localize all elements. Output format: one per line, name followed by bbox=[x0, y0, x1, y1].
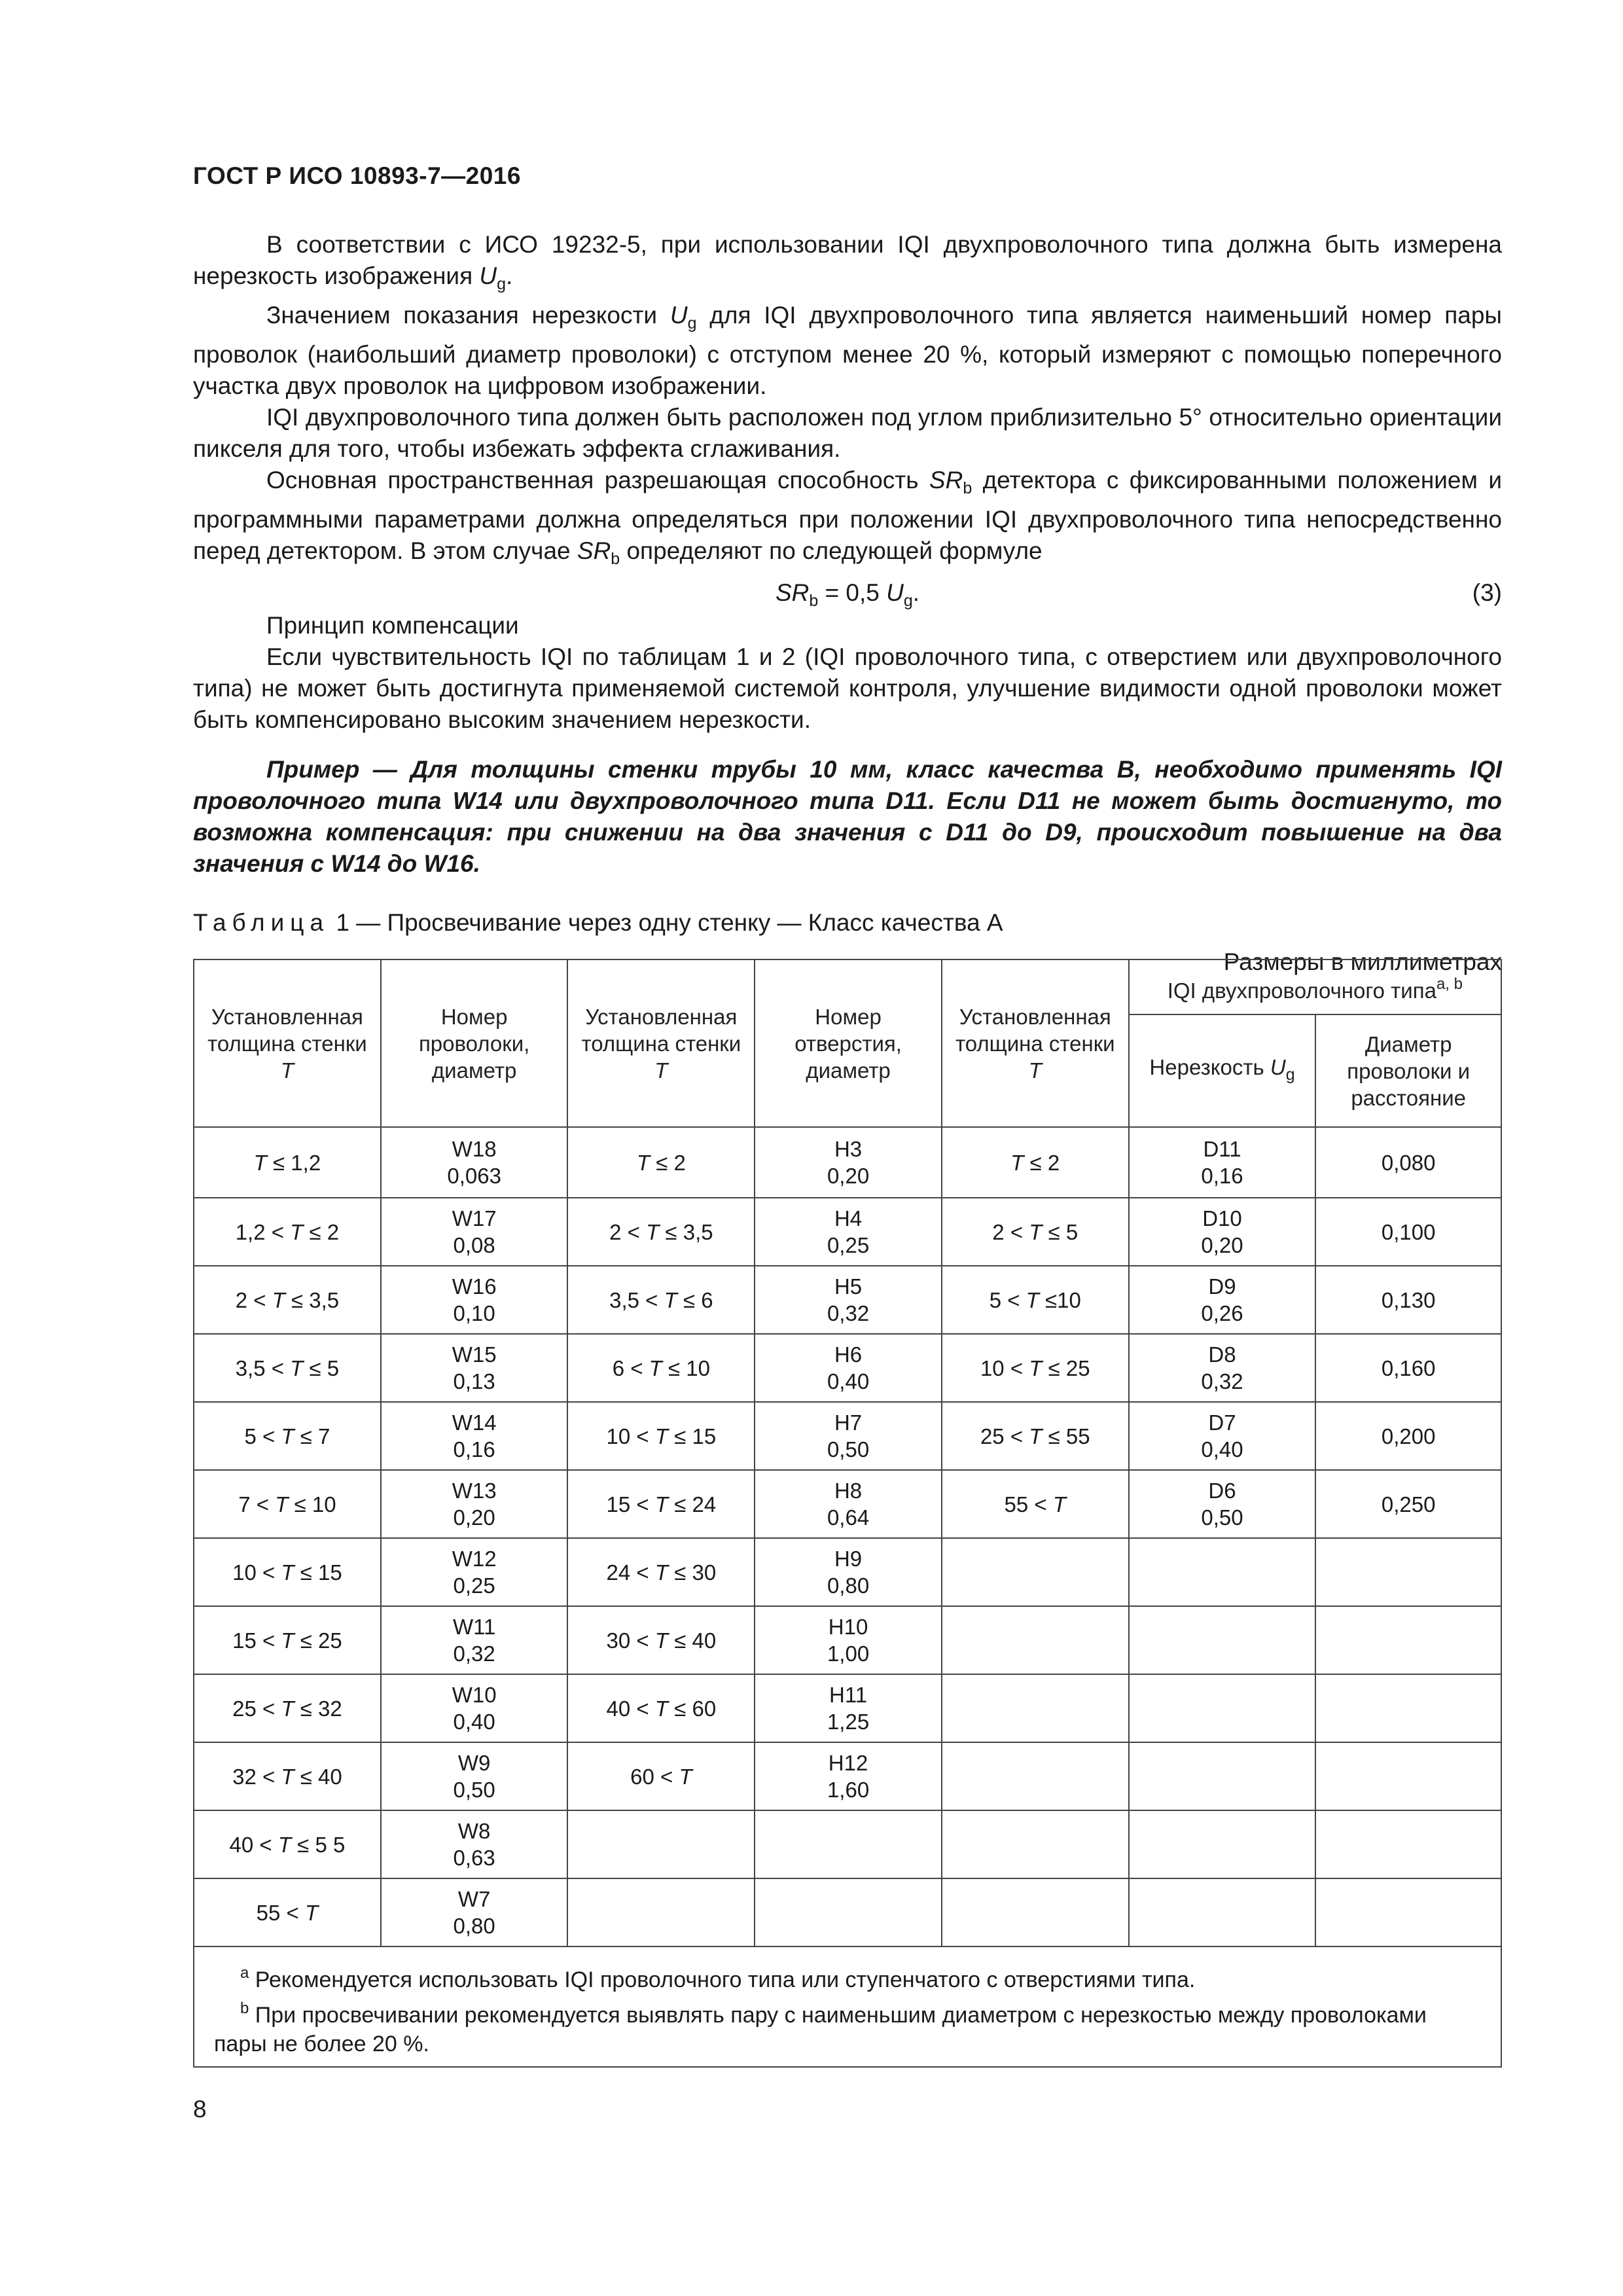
cell-hole-number-value: 1,60 bbox=[827, 1778, 870, 1802]
cell-hole-number-id: H11 bbox=[829, 1683, 868, 1707]
cell-wire-thickness-text: 1,2 < T ≤ 2 bbox=[235, 1219, 340, 1244]
cell-wire-number-value: 0,16 bbox=[453, 1437, 495, 1462]
cell-duplex-number bbox=[1129, 1606, 1316, 1674]
cell-hole-number-id: H10 bbox=[828, 1615, 868, 1639]
cell-duplex-diameter bbox=[1315, 1334, 1501, 1402]
cell-wire-number-id: W13 bbox=[452, 1479, 497, 1503]
paragraph-unsharpness-value: Значением показания нерезкости $U_g$ для IQI двухпроволочного типа является наименьший номер пары проволок (наибольший диаметр проволоки) с отступом менее 20 %, который измеряют с помощью поперечного участка двух проволок на цифровом изображении. bbox=[193, 302, 1503, 399]
formula-row bbox=[193, 575, 1502, 610]
table-row bbox=[194, 1470, 1501, 1538]
body-text bbox=[193, 229, 1502, 978]
cell-duplex-thickness-text: 2 < T ≤ 5 bbox=[992, 1219, 1079, 1244]
example-note: Пример — Для толщины стенки трубы 10 мм, класс качества В, необходимо применять IQI проволочного типа W14 или двухпроволочного типа D11. Если D11 не может быть достигнуто, то возможна компенсация: при снижении на два значения с D11 до D9, происходит повышение на два значения с W14 до W16. bbox=[193, 756, 1502, 877]
cell-wire-number bbox=[381, 1606, 568, 1674]
cell-wire-thickness-text: 7 < T ≤ 10 bbox=[238, 1492, 336, 1516]
cell-hole-number-id: H5 bbox=[834, 1274, 863, 1299]
paragraph-iqi-angle: IQI двухпроволочного типа должен быть расположен под углом приблизительно 5° относительно ориентации пикселя для того, чтобы избежать эффекта сглаживания. bbox=[193, 404, 1502, 462]
cell-hole-thickness-text: 6 < T ≤ 10 bbox=[612, 1355, 710, 1380]
cell-duplex-diameter bbox=[1315, 1402, 1501, 1470]
cell-wire-number bbox=[381, 1198, 568, 1266]
cell-hole-thickness bbox=[567, 1674, 755, 1742]
cell-duplex-thickness bbox=[942, 1334, 1129, 1402]
cell-duplex-diameter bbox=[1315, 1198, 1501, 1266]
table-row bbox=[194, 1606, 1501, 1674]
cell-hole-thickness bbox=[567, 1127, 755, 1198]
cell-hole-number-value: 1,25 bbox=[827, 1710, 870, 1734]
cell-hole-thickness-text: 30 < T ≤ 40 bbox=[606, 1628, 717, 1653]
cell-hole-number-value: 1,00 bbox=[827, 1641, 870, 1666]
cell-duplex-number bbox=[1129, 1127, 1316, 1198]
cell-wire-number-id: W7 bbox=[457, 1887, 491, 1911]
cell-hole-number bbox=[755, 1538, 942, 1606]
cell-wire-thickness-text: T ≤ 1,2 bbox=[253, 1150, 321, 1175]
cell-duplex-number bbox=[1129, 1538, 1316, 1606]
cell-duplex-number bbox=[1129, 1810, 1316, 1878]
cell-hole-number bbox=[755, 1127, 942, 1198]
cell-wire-thickness-text: 25 < T ≤ 32 bbox=[232, 1696, 342, 1721]
cell-duplex-diameter bbox=[1315, 1606, 1501, 1674]
cell-hole-number bbox=[755, 1742, 942, 1810]
cell-hole-number bbox=[755, 1470, 942, 1538]
cell-wire-thickness bbox=[194, 1266, 381, 1334]
cell-hole-thickness bbox=[567, 1606, 755, 1674]
cell-duplex-number bbox=[1129, 1470, 1316, 1538]
cell-wire-thickness-text: 15 < T ≤ 25 bbox=[232, 1628, 342, 1653]
cell-wire-thickness-text: 3,5 < T ≤ 5 bbox=[235, 1355, 340, 1380]
cell-wire-number bbox=[381, 1674, 568, 1742]
cell-wire-number-id: W18 bbox=[452, 1137, 497, 1161]
cell-wire-number-value: 0,063 bbox=[447, 1164, 501, 1188]
cell-wire-number-id: W17 bbox=[452, 1206, 497, 1230]
cell-duplex-number-value: 0,32 bbox=[1201, 1369, 1243, 1393]
cell-wire-number-value: 0,10 bbox=[453, 1301, 495, 1325]
cell-wire-number-value: 0,80 bbox=[453, 1914, 495, 1938]
table-row bbox=[194, 1334, 1501, 1402]
cell-hole-number-id: H4 bbox=[834, 1206, 863, 1230]
header-unsharpness: Нерезкость $U_g$ bbox=[1129, 1014, 1316, 1127]
cell-hole-number bbox=[755, 1198, 942, 1266]
cell-hole-number bbox=[755, 1674, 942, 1742]
cell-wire-thickness-text: 5 < T ≤ 7 bbox=[244, 1424, 330, 1448]
cell-duplex-diameter bbox=[1315, 1538, 1501, 1606]
header-wire-number: Номер проволоки, диаметр bbox=[381, 960, 568, 1127]
cell-duplex-number-id: D6 bbox=[1208, 1479, 1236, 1503]
cell-hole-number-value: 0,32 bbox=[827, 1301, 870, 1325]
cell-duplex-number bbox=[1129, 1878, 1316, 1946]
cell-duplex-number-id: D8 bbox=[1208, 1342, 1236, 1367]
cell-duplex-number-value: 0,16 bbox=[1201, 1164, 1243, 1188]
cell-hole-number-value: 0,64 bbox=[827, 1505, 870, 1530]
cell-wire-number-value: 0,50 bbox=[453, 1778, 495, 1802]
cell-wire-number-id: W14 bbox=[452, 1410, 497, 1435]
cell-duplex-thickness-text: 55 < T bbox=[1004, 1492, 1067, 1516]
cell-wire-thickness bbox=[194, 1742, 381, 1810]
cell-duplex-number bbox=[1129, 1674, 1316, 1742]
cell-duplex-number-value: 0,50 bbox=[1201, 1505, 1243, 1530]
cell-hole-thickness bbox=[567, 1198, 755, 1266]
cell-duplex-thickness bbox=[942, 1198, 1129, 1266]
cell-duplex-number bbox=[1129, 1266, 1316, 1334]
cell-duplex-thickness bbox=[942, 1402, 1129, 1470]
cell-wire-number bbox=[381, 1742, 568, 1810]
cell-wire-number bbox=[381, 1334, 568, 1402]
cell-hole-number-id: H12 bbox=[828, 1751, 868, 1775]
cell-duplex-thickness bbox=[942, 1127, 1129, 1198]
cell-hole-number-value: 0,80 bbox=[827, 1573, 870, 1598]
cell-wire-thickness bbox=[194, 1674, 381, 1742]
cell-wire-thickness bbox=[194, 1810, 381, 1878]
header-thickness-hole: Установленная толщина стенки T bbox=[567, 960, 755, 1127]
cell-wire-number-id: W9 bbox=[457, 1751, 491, 1775]
cell-hole-thickness bbox=[567, 1266, 755, 1334]
table-row bbox=[194, 1127, 1501, 1198]
paragraph-unsharpness-measurement: В соответствии с ИСО 19232-5, при использовании IQI двухпроволочного типа должна быть измерена нерезкость изображения $U_g$. bbox=[193, 231, 1502, 293]
footnote-a: $^a$ Рекомендуется использовать IQI проволочного типа или ступенчатого с отверстиями типа. bbox=[240, 1964, 1196, 1992]
cell-duplex-diameter bbox=[1315, 1127, 1501, 1198]
cell-duplex-thickness bbox=[942, 1878, 1129, 1946]
cell-wire-thickness-text: 40 < T ≤ 5 5 bbox=[229, 1832, 346, 1857]
cell-hole-number bbox=[755, 1810, 942, 1878]
cell-duplex-diameter bbox=[1315, 1470, 1501, 1538]
cell-wire-number bbox=[381, 1538, 568, 1606]
cell-wire-number-id: W10 bbox=[452, 1683, 497, 1707]
table-row bbox=[194, 1538, 1501, 1606]
cell-duplex-diameter-text: 0,130 bbox=[1381, 1287, 1436, 1312]
cell-hole-thickness-text: 24 < T ≤ 30 bbox=[606, 1560, 717, 1585]
cell-wire-number-value: 0,40 bbox=[453, 1710, 495, 1734]
cell-wire-thickness-text: 55 < T bbox=[256, 1900, 319, 1925]
cell-wire-number-id: W8 bbox=[457, 1819, 491, 1843]
cell-wire-number-id: W11 bbox=[452, 1615, 496, 1639]
header-hole-number: Номер отверстия, диаметр bbox=[755, 960, 942, 1127]
cell-hole-thickness bbox=[567, 1538, 755, 1606]
paragraph-compensation: Если чувствительность IQI по таблицам 1 и 2 (IQI проволочного типа, с отверстием или двухпроволочного типа) не может быть достигнута применяемой системой контроля, улучшение видимости одной проволоки может быть компенсировано высоким значением нерезкости. bbox=[193, 643, 1502, 733]
cell-hole-number bbox=[755, 1606, 942, 1674]
cell-wire-number bbox=[381, 1402, 568, 1470]
cell-duplex-thickness bbox=[942, 1606, 1129, 1674]
header-duplex-iqi: IQI двухпроволочного типа$^{a, b}$ bbox=[1129, 960, 1501, 1014]
cell-wire-thickness bbox=[194, 1198, 381, 1266]
cell-hole-number-value: 0,50 bbox=[827, 1437, 870, 1462]
cell-wire-thickness bbox=[194, 1470, 381, 1538]
cell-wire-number-value: 0,13 bbox=[453, 1369, 495, 1393]
cell-duplex-number bbox=[1129, 1334, 1316, 1402]
cell-duplex-number-value: 0,20 bbox=[1201, 1233, 1243, 1257]
formula: $SR_b = 0,5$ $U_g$. bbox=[775, 579, 920, 610]
cell-duplex-thickness bbox=[942, 1266, 1129, 1334]
cell-hole-number-id: H3 bbox=[834, 1137, 863, 1161]
document-header: ГОСТ Р ИСО 10893-7—2016 bbox=[193, 162, 521, 189]
cell-wire-number-value: 0,20 bbox=[453, 1505, 495, 1530]
page-number: 8 bbox=[193, 2096, 207, 2123]
cell-hole-number-id: H9 bbox=[834, 1547, 863, 1571]
cell-hole-number-id: H8 bbox=[834, 1479, 863, 1503]
cell-duplex-number-value: 0,26 bbox=[1201, 1301, 1243, 1325]
cell-wire-thickness-text: 32 < T ≤ 40 bbox=[232, 1764, 342, 1789]
cell-duplex-thickness-text: 10 < T ≤ 25 bbox=[980, 1355, 1090, 1380]
footnote-b: $^b$ При просвечивании рекомендуется выявлять пару с наименьшим диаметром с нерезкостью между проволоками пары не более 20 %. bbox=[214, 2000, 1427, 2056]
cell-duplex-number-id: D9 bbox=[1208, 1274, 1236, 1299]
table-row bbox=[194, 1402, 1501, 1470]
cell-hole-number-id: H7 bbox=[834, 1410, 863, 1435]
cell-duplex-number bbox=[1129, 1198, 1316, 1266]
cell-hole-number-value: 0,25 bbox=[827, 1233, 870, 1257]
paragraph-compensation-title: Принцип компенсации bbox=[266, 612, 519, 639]
cell-duplex-number-id: D7 bbox=[1208, 1410, 1236, 1435]
cell-duplex-number bbox=[1129, 1402, 1316, 1470]
table-row bbox=[194, 1266, 1501, 1334]
cell-wire-number-id: W12 bbox=[452, 1547, 497, 1571]
header-thickness-wire: Установленная толщина стенки T bbox=[194, 960, 381, 1127]
cell-wire-number-value: 0,32 bbox=[453, 1641, 495, 1666]
cell-duplex-diameter-text: 0,100 bbox=[1381, 1219, 1436, 1244]
table-row bbox=[194, 1674, 1501, 1742]
cell-duplex-thickness-text: 5 < T ≤10 bbox=[989, 1287, 1081, 1312]
cell-hole-thickness-text: T ≤ 2 bbox=[636, 1150, 686, 1175]
cell-duplex-thickness bbox=[942, 1674, 1129, 1742]
cell-hole-thickness bbox=[567, 1402, 755, 1470]
cell-hole-number bbox=[755, 1402, 942, 1470]
cell-hole-number bbox=[755, 1266, 942, 1334]
cell-duplex-diameter bbox=[1315, 1674, 1501, 1742]
cell-duplex-number-id: D11 bbox=[1203, 1137, 1241, 1161]
cell-wire-number bbox=[381, 1810, 568, 1878]
table-row bbox=[194, 1742, 1501, 1810]
cell-hole-number bbox=[755, 1334, 942, 1402]
cell-hole-number-value: 0,40 bbox=[827, 1369, 870, 1393]
cell-duplex-thickness-text: 25 < T ≤ 55 bbox=[980, 1424, 1090, 1448]
cell-duplex-thickness bbox=[942, 1470, 1129, 1538]
table-footnotes bbox=[194, 1946, 1501, 2067]
cell-duplex-thickness bbox=[942, 1538, 1129, 1606]
cell-wire-thickness-text: 10 < T ≤ 15 bbox=[232, 1560, 342, 1585]
table-row bbox=[194, 1810, 1501, 1878]
cell-hole-number bbox=[755, 1878, 942, 1946]
cell-wire-thickness bbox=[194, 1334, 381, 1402]
cell-duplex-diameter-text: 0,200 bbox=[1381, 1424, 1436, 1448]
cell-hole-thickness bbox=[567, 1334, 755, 1402]
cell-hole-thickness-text: 40 < T ≤ 60 bbox=[606, 1696, 717, 1721]
cell-duplex-number-id: D10 bbox=[1202, 1206, 1242, 1230]
cell-hole-thickness bbox=[567, 1878, 755, 1946]
table-caption: Таблица 1 — Просвечивание через одну стенку — Класс качества А bbox=[193, 909, 1003, 936]
cell-duplex-number-value: 0,40 bbox=[1201, 1437, 1243, 1462]
cell-wire-number-value: 0,08 bbox=[453, 1233, 495, 1257]
cell-wire-number-value: 0,25 bbox=[453, 1573, 495, 1598]
cell-wire-thickness bbox=[194, 1538, 381, 1606]
cell-wire-number-id: W15 bbox=[452, 1342, 497, 1367]
formula-number: (3) bbox=[1472, 579, 1502, 606]
cell-duplex-diameter bbox=[1315, 1266, 1501, 1334]
cell-duplex-number bbox=[1129, 1742, 1316, 1810]
cell-duplex-thickness bbox=[942, 1810, 1129, 1878]
cell-hole-thickness bbox=[567, 1810, 755, 1878]
cell-duplex-diameter-text: 0,160 bbox=[1381, 1355, 1436, 1380]
cell-wire-thickness-text: 2 < T ≤ 3,5 bbox=[235, 1287, 340, 1312]
table-row bbox=[194, 1878, 1501, 1946]
cell-hole-thickness-text: 15 < T ≤ 24 bbox=[606, 1492, 717, 1516]
cell-duplex-thickness-text: T ≤ 2 bbox=[1010, 1150, 1060, 1175]
paragraph-spatial-resolution: Основная пространственная разрешающая способность $SR_b$ детектора с фиксированными положением и программными параметрами должна определяться при положении IQI двухпроволочного типа непосредственно перед детектором. В этом случае $SR_b$ определяют по следующей формуле bbox=[193, 467, 1502, 568]
cell-duplex-diameter-text: 0,250 bbox=[1381, 1492, 1436, 1516]
cell-wire-number-id: W16 bbox=[452, 1274, 497, 1299]
cell-wire-number bbox=[381, 1266, 568, 1334]
cell-wire-number-value: 0,63 bbox=[453, 1846, 495, 1870]
cell-wire-thickness bbox=[194, 1127, 381, 1198]
cell-hole-thickness-text: 10 < T ≤ 15 bbox=[606, 1424, 717, 1448]
header-wire-diameter-spacing: Диаметр проволоки и расстояние bbox=[1315, 1014, 1501, 1127]
cell-duplex-diameter bbox=[1315, 1742, 1501, 1810]
table-body bbox=[194, 1127, 1501, 1946]
cell-hole-number-id: H6 bbox=[834, 1342, 863, 1367]
cell-hole-thickness bbox=[567, 1742, 755, 1810]
cell-hole-number-value: 0,20 bbox=[827, 1164, 870, 1188]
cell-hole-thickness-text: 3,5 < T ≤ 6 bbox=[609, 1287, 713, 1312]
cell-wire-thickness bbox=[194, 1402, 381, 1470]
cell-hole-thickness-text: 2 < T ≤ 3,5 bbox=[609, 1219, 713, 1244]
table-units: Размеры в миллиметрах bbox=[1223, 948, 1502, 975]
cell-wire-number bbox=[381, 1127, 568, 1198]
cell-duplex-diameter bbox=[1315, 1810, 1501, 1878]
cell-duplex-thickness bbox=[942, 1742, 1129, 1810]
cell-hole-thickness-text: 60 < T bbox=[630, 1764, 692, 1789]
cell-duplex-diameter bbox=[1315, 1878, 1501, 1946]
table-row bbox=[194, 1198, 1501, 1266]
cell-duplex-diameter-text: 0,080 bbox=[1381, 1150, 1436, 1175]
header-thickness-duplex: Установленная толщина стенки T bbox=[942, 960, 1129, 1127]
cell-wire-thickness bbox=[194, 1878, 381, 1946]
cell-wire-number bbox=[381, 1878, 568, 1946]
cell-wire-thickness bbox=[194, 1606, 381, 1674]
cell-hole-thickness bbox=[567, 1470, 755, 1538]
cell-wire-number bbox=[381, 1470, 568, 1538]
iqi-table bbox=[193, 959, 1502, 2068]
